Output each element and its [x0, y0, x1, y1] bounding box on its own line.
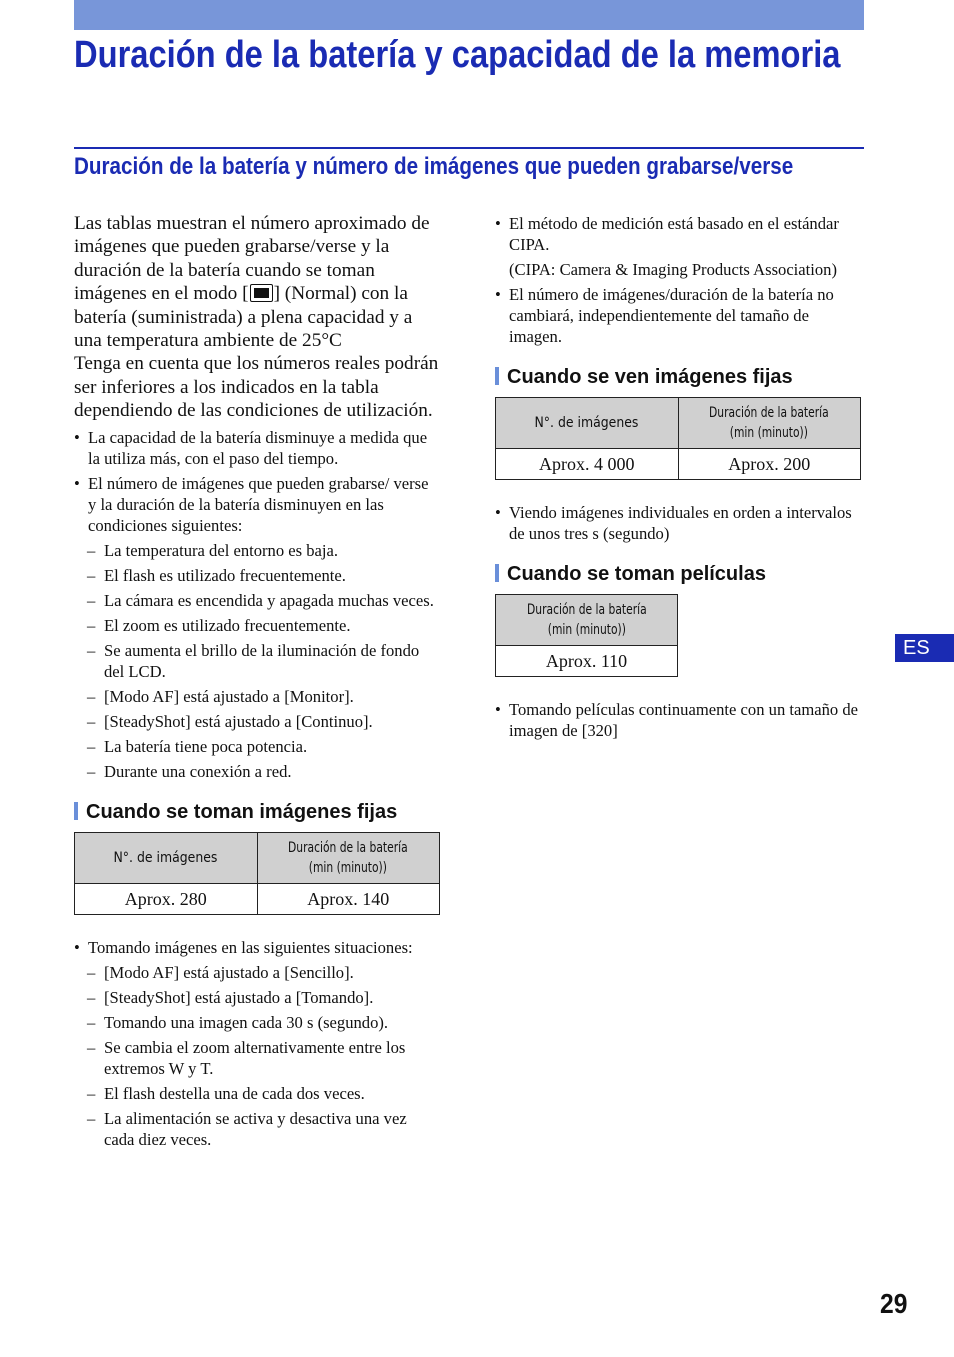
table-header: N°. de imágenes	[496, 398, 679, 449]
viewing-table	[495, 397, 861, 480]
list-item: – [SteadyShot] está ajustado a [Tomando].	[87, 987, 374, 1007]
left-bullets	[74, 427, 440, 536]
table-row	[496, 646, 678, 677]
list-item: – La cámara es encendida y apagada muchas veces.	[87, 590, 434, 610]
list-item: – El flash destella una de cada dos veces.	[87, 1083, 365, 1103]
page-number: 29	[880, 1288, 908, 1319]
right-bullets	[495, 213, 861, 347]
intro-text-b: ] (Normal) con la batería (suministrada) a plena capacidad y a una temperatura ambiente de 25°C	[74, 283, 413, 352]
intro-text-c: Tenga en cuenta que los números reales podrán ser inferiores a los indicados en la tabla dependiendo de las condiciones de utilización.	[74, 353, 439, 422]
list-item: • La capacidad de la batería disminuye a medida que la utiliza más, con el paso del tiempo.	[74, 427, 428, 468]
list-item: • Tomando imágenes en las siguientes situaciones:	[74, 937, 413, 957]
table-row	[75, 832, 440, 883]
list-item: • El número de imágenes que pueden grabarse/ verse y la duración de la batería disminuyen en las condiciones siguientes:	[74, 473, 429, 535]
list-item: – Durante una conexión a red.	[87, 761, 292, 781]
conditions-list	[74, 540, 440, 782]
table-cell: Aprox. 280	[75, 883, 258, 914]
section-heading-still-shooting: Cuando se toman imágenes fijas	[74, 800, 440, 824]
table-cell: Aprox. 110	[496, 646, 678, 677]
table-cell: Aprox. 140	[257, 883, 440, 914]
list-item: • Tomando películas continuamente con un tamaño de imagen de [320]	[495, 700, 859, 740]
list-item: • Viendo imágenes individuales en orden a intervalos de unos tres s (segundo)	[495, 503, 852, 543]
title-rule	[74, 147, 864, 149]
list-item: • El número de imágenes/duración de la batería no cambiará, independientemente del tamaño de imagen.	[495, 285, 834, 346]
intro-text-a: Las tablas muestran el número aproximado de imágenes que pueden grabarse/verse y la duración de la batería cuando se toman imágenes en el modo [	[74, 213, 430, 305]
language-tab: ES	[895, 634, 954, 662]
section-heading-viewing: Cuando se ven imágenes fijas	[495, 365, 861, 389]
situations-list	[74, 962, 440, 1150]
table-header: Duración de la batería (min (minuto))	[257, 832, 440, 883]
list-item: – La temperatura del entorno es baja.	[87, 540, 339, 560]
table-cell: Aprox. 4 000	[496, 449, 679, 480]
list-item: – Se cambia el zoom alternativamente entre los extremos W y T.	[87, 1037, 406, 1078]
list-item: – La batería tiene poca potencia.	[87, 736, 308, 756]
table-row	[496, 449, 861, 480]
table-row	[496, 595, 678, 646]
list-item: – La alimentación se activa y desactiva una vez cada diez veces.	[87, 1108, 407, 1149]
table-row	[75, 883, 440, 914]
left-column	[74, 212, 440, 1150]
movie-bullets	[495, 699, 861, 741]
right-column	[495, 213, 861, 741]
table-header: N°. de imágenes	[75, 832, 258, 883]
list-item: – El flash es utilizado frecuentemente.	[87, 565, 346, 585]
list-item: – El zoom es utilizado frecuentemente.	[87, 615, 351, 635]
table-header: Duración de la batería (min (minuto))	[678, 398, 861, 449]
list-item: – [Modo AF] está ajustado a [Sencillo].	[87, 962, 354, 982]
list-item: – Se aumenta el brillo de la iluminación de fondo del LCD.	[87, 640, 420, 681]
list-item: – [Modo AF] está ajustado a [Monitor].	[87, 686, 354, 706]
list-item: – [SteadyShot] está ajustado a [Continuo].	[87, 711, 373, 731]
intro-paragraph	[74, 212, 440, 423]
list-item: – Tomando una imagen cada 30 s (segundo).	[87, 1012, 389, 1032]
section-marker	[495, 367, 499, 385]
normal-mode-icon	[250, 284, 273, 302]
table-row	[496, 398, 861, 449]
situations-bullets	[74, 937, 440, 958]
section-marker	[495, 564, 499, 582]
top-color-bar	[74, 0, 864, 30]
section-heading-movies: Cuando se toman películas	[495, 562, 861, 586]
cipa-note: (CIPA: Camera & Imaging Products Association)	[509, 260, 838, 279]
list-item: • El método de medición está basado en el estándar CIPA.	[495, 214, 839, 254]
viewing-bullets	[495, 502, 861, 544]
section-marker	[74, 802, 78, 820]
still-shooting-table	[74, 832, 440, 915]
page-subtitle: Duración de la batería y número de imágenes que pueden grabarse/verse	[74, 153, 794, 180]
table-header: Duración de la batería (min (minuto))	[496, 595, 678, 646]
movie-table	[495, 594, 678, 677]
table-cell: Aprox. 200	[678, 449, 861, 480]
page-title: Duración de la batería y capacidad de la memoria	[74, 34, 841, 76]
